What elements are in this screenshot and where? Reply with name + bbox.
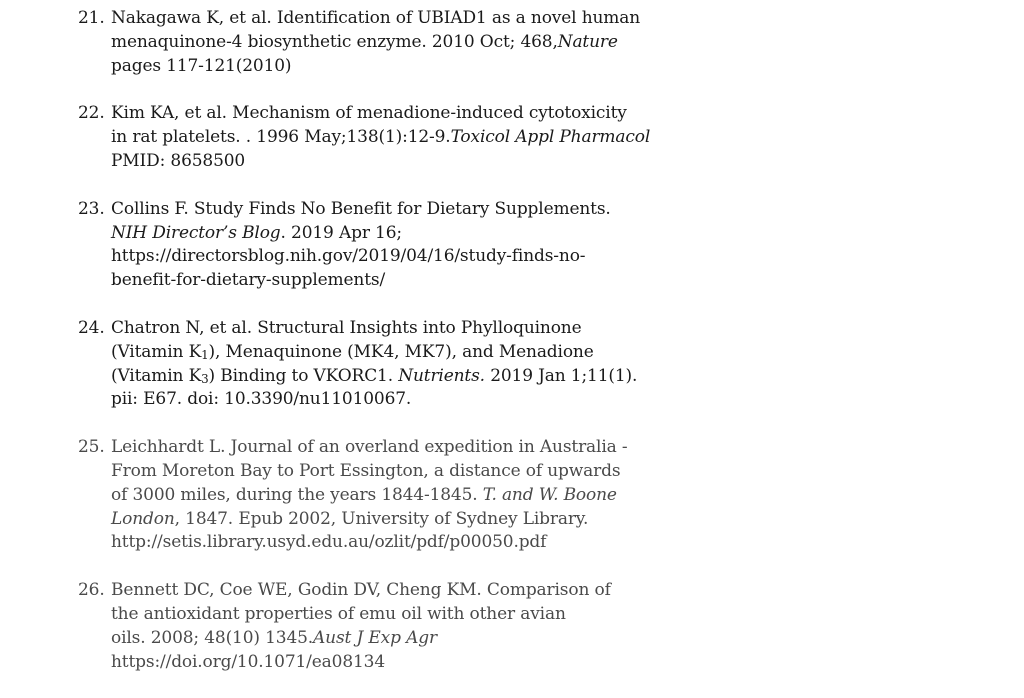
- reference-list: [78, 7, 698, 698]
- italic-title: Toxicol Appl Pharmacol: [450, 127, 651, 148]
- text-run: 2019 Jan 1;11(1).: [484, 365, 638, 386]
- reference-line: [111, 460, 698, 484]
- reference-line: [111, 627, 698, 651]
- text-run: ), Menaquinone (MK4, MK7), and Menadione: [208, 341, 594, 362]
- italic-title: Nutrients.: [398, 365, 485, 386]
- reference-line: [111, 508, 698, 532]
- text-run: 2008; 48(10) 1345.: [150, 627, 314, 648]
- text-run: https://directorsblog.nih.gov/2019/04/16/study-finds-no-: [111, 246, 586, 267]
- text-run: From Moreton Bay to Port Essington, a distance of upwards: [111, 460, 621, 481]
- text-run: 2010 Oct; 468,: [431, 31, 558, 52]
- text-run: (Vitamin K: [111, 365, 202, 386]
- text-run: . 1996 May;138(1):12-9.: [245, 127, 451, 148]
- reference-line: [111, 484, 698, 508]
- reference-line: [111, 603, 698, 627]
- reference-item: [78, 102, 698, 173]
- reference-item: [78, 317, 698, 412]
- text-run: http://setis.library.usyd.edu.au/ozlit/pdf/p00050.pdf: [111, 532, 547, 553]
- reference-number: 23.: [78, 198, 105, 219]
- reference-line: [111, 388, 698, 412]
- reference-line: [111, 150, 698, 174]
- reference-item: [78, 579, 698, 674]
- reference-line: [111, 269, 698, 293]
- reference-item: [78, 198, 698, 293]
- text-run: Chatron N, et al. Structural Insights into Phylloquinone: [111, 317, 582, 338]
- reference-line: [111, 126, 698, 150]
- reference-line: [111, 531, 698, 555]
- text-run: benefit-for-dietary-supplements/: [111, 270, 386, 291]
- reference-number: 26.: [78, 580, 105, 601]
- text-run: ) Binding to VKORC1.: [208, 365, 399, 386]
- text-run: the antioxidant properties of emu oil with other avian: [111, 603, 566, 624]
- reference-item: [78, 436, 698, 555]
- text-run: menaquinone-4 biosynthetic enzyme.: [111, 31, 432, 52]
- reference-number: 21.: [78, 8, 105, 28]
- reference-item: [78, 7, 698, 78]
- text-run: , 1847. Epub 2002, University of Sydney Library.: [174, 508, 589, 529]
- text-run: Bennett DC, Coe WE, Godin DV, Cheng KM. Comparison of: [111, 580, 611, 601]
- italic-title: T. and W. Boone: [482, 484, 617, 505]
- reference-line: [111, 436, 698, 460]
- text-run: Kim KA, et al. Mechanism of menadione-induced cytotoxicity: [111, 103, 627, 124]
- reference-line: [111, 55, 698, 79]
- subscript: 3: [201, 371, 209, 386]
- text-run: pages 117-121(2010): [111, 55, 292, 76]
- reference-number: 25.: [78, 437, 105, 458]
- text-run: https://doi.org/10.1071/ea08134: [111, 651, 385, 672]
- italic-title: NIH Director’s Blog: [111, 222, 281, 243]
- reference-number: 22.: [78, 103, 105, 124]
- reference-line: [111, 245, 698, 269]
- text-run: (Vitamin K: [111, 341, 202, 362]
- subscript: 1: [201, 347, 209, 362]
- reference-number: 24.: [78, 317, 105, 338]
- italic-title: London: [111, 508, 175, 529]
- text-run: pii: E67. doi: 10.3390/nu11010067.: [111, 389, 412, 410]
- italic-title: Nature: [557, 31, 618, 52]
- text-run: oils.: [111, 627, 151, 648]
- reference-line: [111, 579, 698, 603]
- text-run: of 3000 miles, during the years 1844-1845.: [111, 484, 483, 505]
- italic-title: Aust J Exp Agr: [313, 627, 437, 648]
- reference-line: [111, 651, 698, 675]
- reference-line: [111, 317, 698, 341]
- text-run: PMID: 8658500: [111, 150, 246, 171]
- reference-line: [111, 222, 698, 246]
- reference-line: [111, 102, 698, 126]
- text-run: Collins F. Study Finds No Benefit for Dietary Supplements.: [111, 198, 611, 219]
- text-run: . 2019 Apr 16;: [280, 222, 402, 243]
- reference-line: [111, 198, 698, 222]
- reference-line: [111, 365, 698, 389]
- reference-line: [111, 31, 698, 55]
- reference-line: [111, 341, 698, 365]
- text-run: in rat platelets.: [111, 127, 246, 148]
- text-run: Nakagawa K, et al. Identification of UBIAD1 as a novel human: [111, 8, 641, 28]
- text-run: Leichhardt L. Journal of an overland expedition in Australia -: [111, 437, 628, 458]
- reference-line: [111, 7, 698, 31]
